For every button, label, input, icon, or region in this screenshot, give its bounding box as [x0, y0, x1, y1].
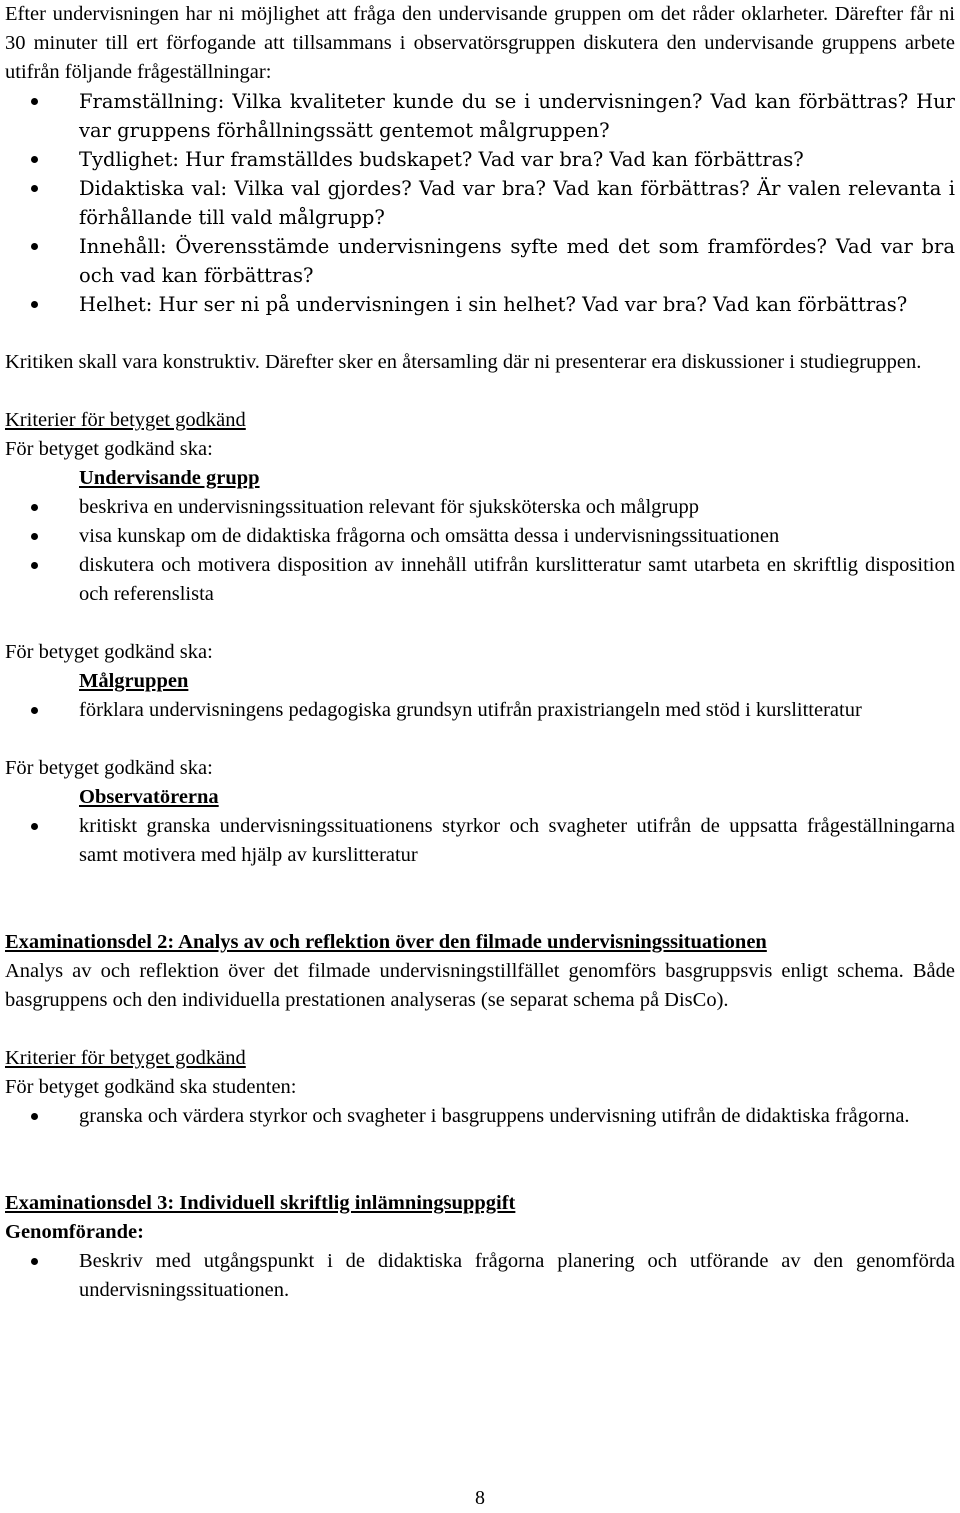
- criteria-heading: Kriterier för betyget godkänd: [5, 409, 246, 431]
- list-item: Innehåll: Överensstämde undervisningens syfte med det som framfördes? Vad var bra och vad kan förbättras?: [5, 232, 955, 290]
- section-heading: Examinationsdel 2: Analys av och reflektion över den filmade undervisningssituationen: [5, 931, 767, 953]
- group-title: Målgruppen: [79, 670, 189, 692]
- criteria-list: [5, 493, 955, 609]
- section-heading: Examinationsdel 3: Individuell skriftlig inlämningsuppgift: [5, 1192, 516, 1214]
- criteria-list: [5, 696, 955, 725]
- list-item: visa kunskap om de didaktiska frågorna och omsätta dessa i undervisningssituationen: [5, 522, 955, 551]
- group-title: Observatörerna: [79, 786, 219, 808]
- list-item: kritiskt granska undervisningssituationens styrkor och svagheter utifrån de uppsatta frågeställningarna samt motivera med hjälp av kurslitteratur: [5, 812, 955, 870]
- list-item: diskutera och motivera disposition av innehåll utifrån kurslitteratur samt utarbeta en skriftlig disposition och referenslista: [5, 551, 955, 609]
- page-number: 8: [475, 1487, 485, 1509]
- list-item: granska och värdera styrkor och svagheter i basgruppens undervisning utifrån de didaktiska frågorna.: [5, 1102, 955, 1131]
- task-list: [5, 1247, 955, 1305]
- criteria-list: [5, 1102, 955, 1131]
- section-subheading: Genomförande:: [5, 1221, 144, 1243]
- criteria-lead: För betyget godkänd ska:: [5, 757, 213, 779]
- group-title: Undervisande grupp: [79, 467, 260, 489]
- document-page: [5, 0, 955, 1305]
- list-item: Tydlighet: Hur framställdes budskapet? Vad var bra? Vad kan förbättras?: [5, 145, 955, 174]
- criteria-list: [5, 812, 955, 870]
- question-list: [5, 87, 955, 319]
- criteria-heading: Kriterier för betyget godkänd: [5, 1047, 246, 1069]
- criteria-lead: För betyget godkänd ska studenten:: [5, 1076, 297, 1098]
- intro-paragraph: Efter undervisningen har ni möjlighet att fråga den undervisande gruppen om det råder oklarheter. Därefter får ni 30 minuter till ert förfogande att tillsammans i observatörsgruppen diskutera den undervisande gruppens arbete utifrån följande frågeställningar:: [5, 3, 955, 83]
- list-item: Didaktiska val: Vilka val gjordes? Vad var bra? Vad kan förbättras? Är valen relevanta i förhållande till vald målgrupp?: [5, 174, 955, 232]
- list-item: förklara undervisningens pedagogiska grundsyn utifrån praxistriangeln med stöd i kurslitteratur: [5, 696, 955, 725]
- criteria-lead: För betyget godkänd ska:: [5, 641, 213, 663]
- list-item: Helhet: Hur ser ni på undervisningen i sin helhet? Vad var bra? Vad kan förbättras?: [5, 290, 955, 319]
- closing-paragraph: Kritiken skall vara konstruktiv. Därefter sker en återsamling där ni presenterar era diskussioner i studiegruppen.: [5, 351, 922, 373]
- section-body: Analys av och reflektion över det filmade undervisningstillfället genomförs basgruppsvis enligt schema. Både basgruppens och den individuella prestationen analyseras (se separat schema på DisCo).: [5, 960, 955, 1011]
- criteria-lead: För betyget godkänd ska:: [5, 438, 213, 460]
- list-item: Beskriv med utgångspunkt i de didaktiska frågorna planering och utförande av den genomförda undervisningssituationen.: [5, 1247, 955, 1305]
- list-item: beskriva en undervisningssituation relevant för sjuksköterska och målgrupp: [5, 493, 955, 522]
- list-item: Framställning: Vilka kvaliteter kunde du se i undervisningen? Vad kan förbättras? Hur var gruppens förhållningssätt gentemot målgruppen?: [5, 87, 955, 145]
